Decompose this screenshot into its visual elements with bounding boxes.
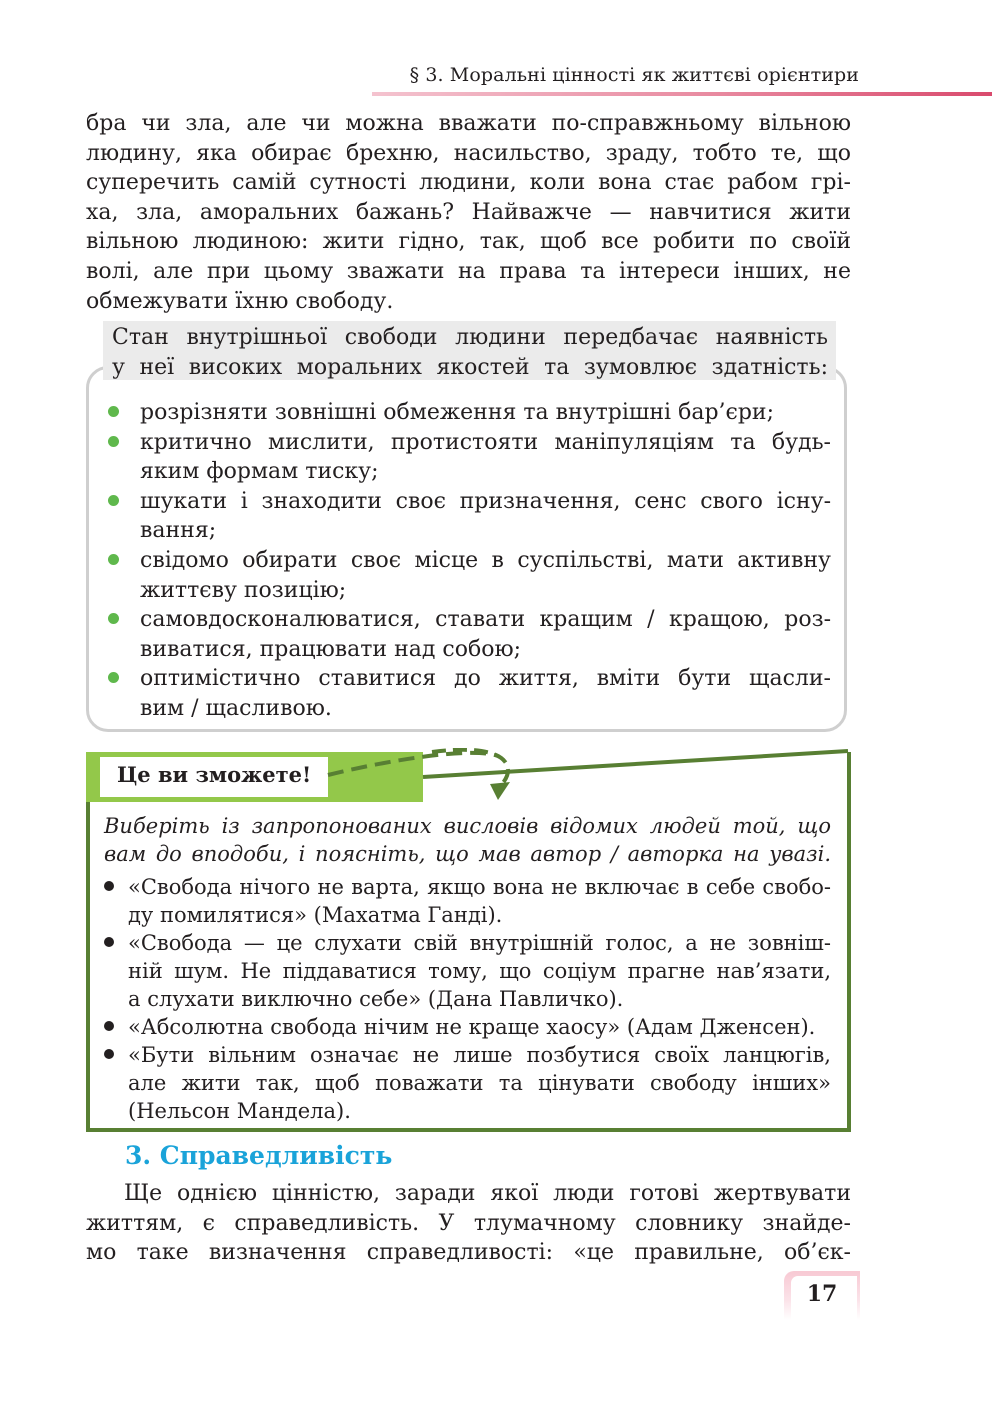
text-line: критично мислити, протистояти маніпуляціям та будь-	[140, 429, 831, 455]
text-line: «Свобода — це слухати свій внутрішній голос, а не зовніш-	[128, 931, 831, 955]
section-paragraph	[86, 1179, 851, 1268]
text-line: життям, є справедливість. У тлумачному словнику знайде-	[86, 1210, 851, 1236]
ability-list	[100, 398, 831, 724]
text-line: свідомо обирати своє місце в суспільстві, мати активну	[140, 547, 831, 573]
text-line: а слухати виключно себе» (Дана Павличко).	[128, 987, 624, 1011]
text-line: вільною людиною: жити гідно, так, щоб все робити по своїй	[86, 229, 851, 255]
text-line: але жити так, щоб поважати та цінувати свободу інших»	[128, 1071, 831, 1095]
running-header-title: § 3. Моральні цінності як життєві орієнтири	[409, 64, 859, 86]
list-item	[100, 546, 831, 605]
text-line: ду помилятися» (Махатма Ганді).	[128, 903, 503, 927]
list-item	[102, 873, 831, 929]
text-line: розрізняти зовнішні обмеження та внутрішні бар’єри;	[140, 400, 774, 425]
text-line: обмежувати їхню свободу.	[86, 288, 394, 314]
list-item	[100, 605, 831, 664]
bullet-icon	[104, 937, 114, 947]
header-rule	[372, 92, 992, 96]
text-line: виватися, працювати над собою;	[140, 636, 522, 662]
text-line: вання;	[140, 518, 217, 544]
text-line: Виберіть із запропонованих висловів відомих людей той, що	[104, 814, 831, 838]
box-intro-text	[112, 323, 828, 382]
bullet-icon	[104, 1021, 114, 1031]
list-item	[102, 1041, 831, 1125]
list-item	[100, 487, 831, 546]
text-line: ній шум. Не піддаватися тому, що соціум прагне нав’язати,	[128, 959, 831, 983]
green-bullet-icon	[108, 613, 119, 624]
text-line: «Свобода нічого не варта, якщо вона не включає в себе свобо-	[128, 875, 831, 899]
list-item	[102, 929, 831, 1013]
text-line: «Бути вільним означає не лише позбутися своїх ланцюгів,	[128, 1043, 831, 1067]
dashed-arrow-icon	[320, 748, 860, 808]
section-heading: 3. Справедливість	[125, 1141, 393, 1170]
green-bullet-icon	[108, 436, 119, 447]
text-line: у неї високих моральних якостей та зумовлює здатність:	[112, 354, 828, 380]
list-item	[102, 1013, 831, 1041]
text-line: (Нельсон Мандела).	[128, 1099, 351, 1123]
task-label: Це ви зможете!	[117, 762, 312, 787]
text-line: ха, зла, аморальних бажань? Найважче — навчитися жити	[86, 199, 851, 225]
green-bullet-icon	[108, 406, 119, 417]
bullet-icon	[104, 1049, 114, 1059]
text-line: волі, але при цьому зважати на права та інтереси інших, не	[86, 258, 851, 284]
text-line: оптимістично ставитися до життя, вміти бути щасли-	[140, 666, 831, 692]
text-line: яким формам тиску;	[140, 459, 379, 485]
text-line: вим / щасливою.	[140, 695, 332, 721]
text-line: бра чи зла, але чи можна вважати по-справжньому вільною	[86, 111, 851, 136]
text-line: людину, яка обирає брехню, насильство, зраду, тобто те, що	[86, 140, 851, 166]
text-line: Стан внутрішньої свободи людини передбачає наявність	[112, 325, 828, 350]
task-instruction	[104, 812, 831, 868]
green-bullet-icon	[108, 554, 119, 565]
text-line: вам до вподоби, і поясніть, що мав автор / авторка на увазі.	[104, 842, 831, 866]
text-line: самовдосконалюватися, ставати кращим / кращою, роз-	[140, 607, 831, 633]
text-line: мо таке визначення справедливості: «це правильне, об’єк-	[86, 1240, 851, 1266]
bullet-icon	[104, 881, 114, 891]
intro-paragraph	[86, 109, 851, 316]
text-line: Ще однією цінністю, заради якої люди готові жертвувати	[124, 1181, 851, 1206]
quote-list	[102, 873, 831, 1125]
green-bullet-icon	[108, 495, 119, 506]
text-line: суперечить самій сутності людини, коли вона стає рабом грі-	[86, 170, 851, 196]
green-bullet-icon	[108, 672, 119, 683]
list-item	[100, 428, 831, 487]
page-number: 17	[806, 1281, 838, 1307]
list-item	[100, 398, 831, 428]
text-line: шукати і знаходити своє призначення, сенс свого існу-	[140, 488, 831, 514]
list-item	[100, 664, 831, 723]
text-line: «Абсолютна свобода нічим не краще хаосу» (Адам Дженсен).	[128, 1015, 816, 1039]
text-line: життєву позицію;	[140, 577, 347, 603]
